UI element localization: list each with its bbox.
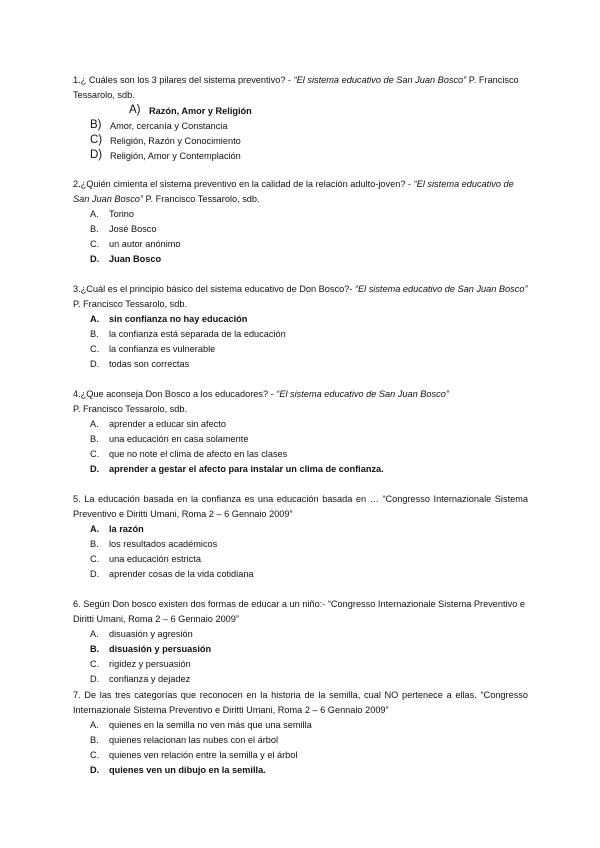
question-4-options — [73, 417, 528, 477]
question-1-text: 1.¿ Cuáles son los 3 pilares del sistema preventivo? - “El sistema educativo de San Juan Bosco” P. Francisco Tessarolo, sdb. — [73, 75, 519, 100]
question-2-text: 2.¿Quién cimienta el sistema preventivo en la calidad de la relación adulto-joven? - “El sistema educativo de San Juan Bosco” P. Francisco Tessarolo, sdb. — [73, 179, 514, 204]
option-7-a: A. quienes en la semilla no ven más que una semilla — [90, 720, 312, 730]
option-1-a — [73, 104, 528, 119]
option-6-d: D. confianza y dejadez — [90, 674, 191, 684]
option-2-d: D. Juan Bosco — [90, 254, 162, 264]
option-6-c: C. rigidez y persuasión — [90, 659, 191, 669]
option-5-a: A. la razón — [90, 524, 144, 534]
question-3-text: 3.¿Cuál es el principio básico del sistema educativo de Don Bosco?- “El sistema educativo de San Juan Bosco” P. Francisco Tessarolo, sdb. — [73, 284, 528, 309]
question-5-text: 5. La educación basada en la confianza es una educación basada en … “Congresso Internazionale Sistema Preventivo e Diritti Umani, Roma 2 – 6 Gennaio 2009” — [73, 494, 528, 519]
question-4-text: 4.¿Que aconseja Don Bosco a los educadores? - “El sistema educativo de San Juan Bosco” P. Francisco Tessarolo, sdb. — [73, 389, 449, 414]
question-7-text: 7. De las tres categorías que reconocen en la historia de la semilla, cual NO pertenece a ellas. “Congresso Internazionale Sistema Preventivo e Diritti Umani, Roma 2 – 6 Gennaio 2009” — [73, 690, 528, 715]
question-3-options — [73, 312, 528, 372]
option-4-c: C. que no note el clima de afecto en las clases — [90, 449, 288, 459]
question-2 — [73, 177, 528, 267]
option-1-a-text: Razón, Amor y Religión — [149, 106, 252, 116]
question-7 — [73, 688, 528, 778]
question-4 — [73, 387, 528, 477]
option-3-d: D. todas son correctas — [90, 359, 190, 369]
option-2-a: A. Torino — [90, 209, 135, 219]
option-6-a: A. disuasión y agresión — [90, 629, 193, 639]
option-7-c: C. quienes ven relación entre la semilla y el árbol — [90, 750, 298, 760]
option-6-b: B. disuasión y persuasión — [90, 644, 212, 654]
option-1-c: C) Religión, Razón y Conocimiento — [90, 134, 241, 146]
option-7-b: B. quienes relacionan las nubes con el árbol — [90, 735, 279, 745]
option-5-c: C. una educación estricta — [90, 554, 201, 564]
option-3-c: C. la confianza es vulnerable — [90, 344, 216, 354]
option-4-a: A. aprender a educar sin afecto — [90, 419, 226, 429]
question-6-text: 6. Según Don bosco existen dos formas de educar a un niño:- “Congresso Internazionale Sistema Preventivo e Diritti Umani, Roma 2 – 6 Gennaio 2009” — [73, 599, 525, 624]
question-1 — [73, 73, 528, 164]
question-6 — [73, 597, 528, 687]
option-7-d: D. quienes ven un dibujo en la semilla. — [90, 765, 266, 775]
question-5 — [73, 492, 528, 582]
question-5-options — [73, 522, 528, 582]
question-2-options — [73, 207, 528, 267]
option-1-b: B) Amor, cercanía y Constancia — [90, 119, 228, 131]
question-7-options — [73, 718, 528, 778]
option-3-b: B. la confianza está separada de la educación — [90, 329, 286, 339]
option-4-b: B. una educación en casa solamente — [90, 434, 249, 444]
option-5-d: D. aprender cosas de la vida cotidiana — [90, 569, 254, 579]
question-6-options — [73, 627, 528, 687]
option-1-d: D) Religión, Amor y Contemplación — [90, 149, 241, 161]
option-1-a-letter: A) — [129, 104, 141, 116]
option-2-b: B. José Bosco — [90, 224, 157, 234]
option-2-c: C. un autor anónimo — [90, 239, 181, 249]
option-4-d: D. aprender a gestar el afecto para instalar un clima de confianza. — [90, 464, 384, 474]
question-1-options — [73, 119, 528, 164]
option-3-a: A. sin confianza no hay educación — [90, 314, 248, 324]
option-5-b: B. los resultados académicos — [90, 539, 218, 549]
question-3 — [73, 282, 528, 372]
